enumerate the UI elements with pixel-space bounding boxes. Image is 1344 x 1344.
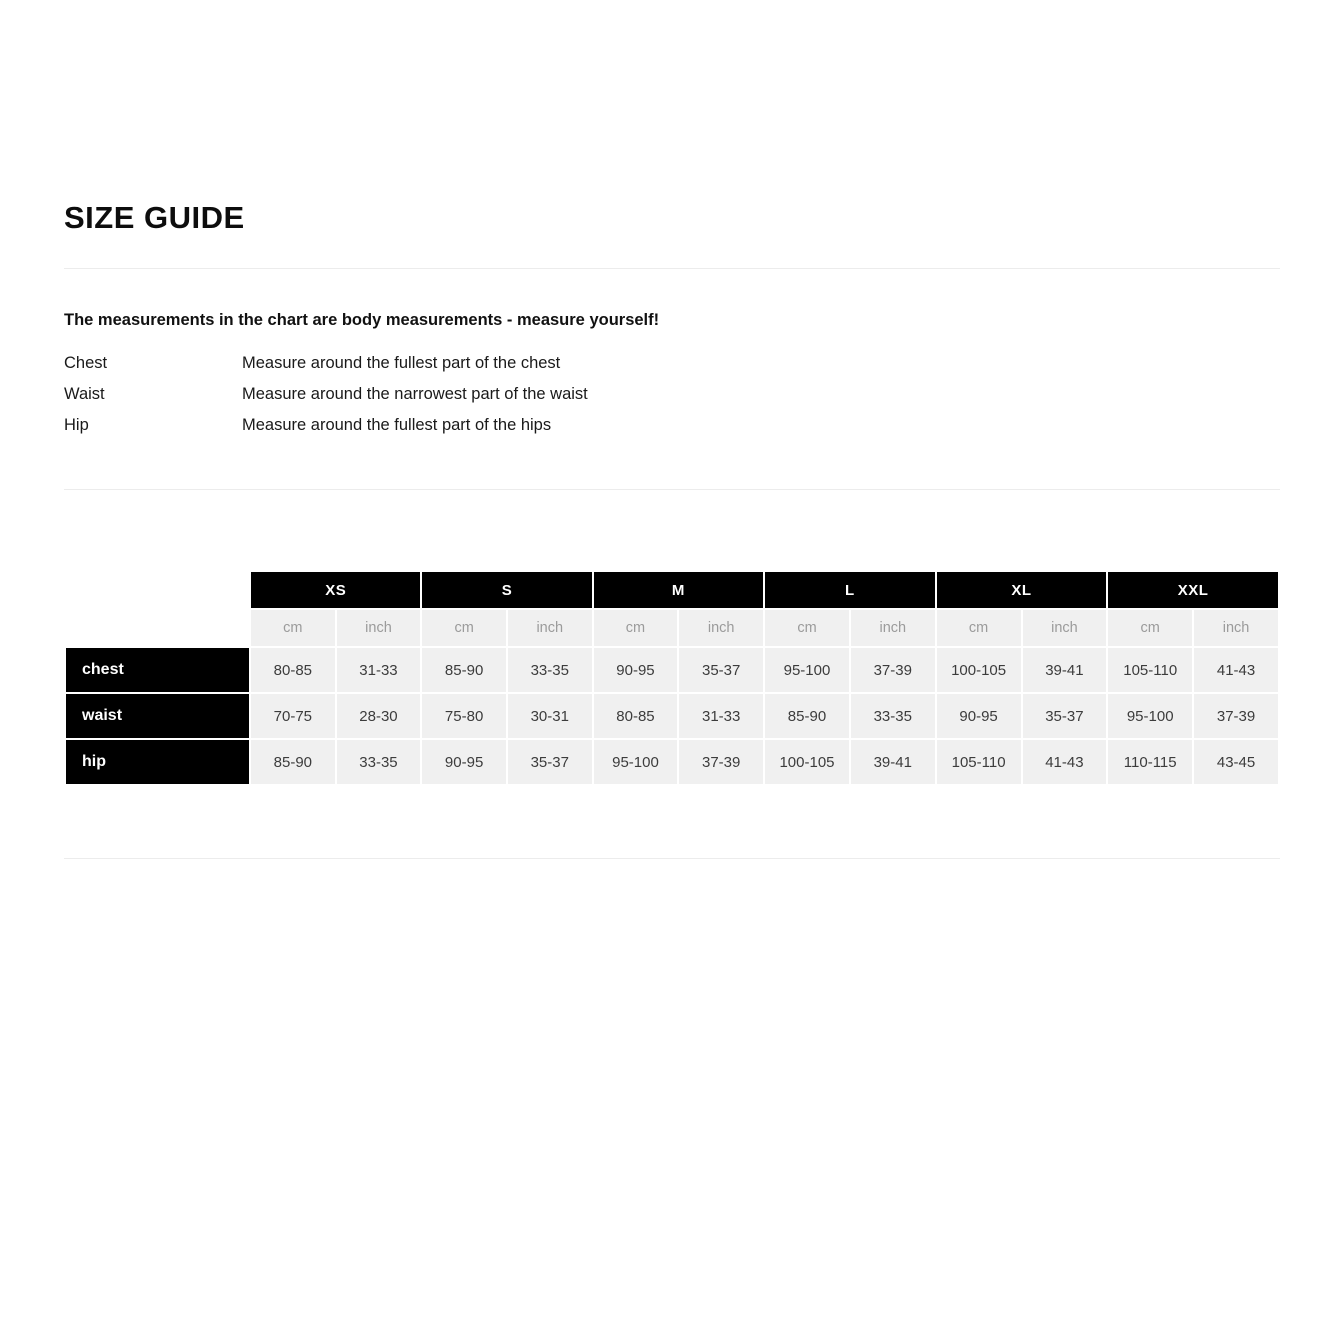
cell-waist-xs-cm: 70-75 bbox=[251, 694, 335, 738]
definition-row bbox=[64, 416, 1280, 435]
cell-hip-l-inch: 39-41 bbox=[851, 740, 935, 784]
cell-hip-m-cm: 95-100 bbox=[594, 740, 678, 784]
cell-hip-xs-cm: 85-90 bbox=[251, 740, 335, 784]
row-label-waist: waist bbox=[66, 694, 249, 738]
size-header-xxl: XXL bbox=[1108, 572, 1278, 608]
size-header-xl: XL bbox=[937, 572, 1107, 608]
unit-xxl-inch: inch bbox=[1194, 610, 1278, 646]
page-title: SIZE GUIDE bbox=[64, 200, 245, 235]
unit-xs-cm: cm bbox=[251, 610, 335, 646]
unit-xl-cm: cm bbox=[937, 610, 1021, 646]
unit-corner bbox=[66, 610, 249, 646]
cell-hip-xxl-cm: 110-115 bbox=[1108, 740, 1192, 784]
row-label-chest: chest bbox=[66, 648, 249, 692]
cell-waist-xs-inch: 28-30 bbox=[337, 694, 421, 738]
cell-chest-s-inch: 33-35 bbox=[508, 648, 592, 692]
cell-chest-xs-inch: 31-33 bbox=[337, 648, 421, 692]
size-header-m: M bbox=[594, 572, 763, 608]
table-row bbox=[66, 648, 1278, 692]
size-table-wrapper bbox=[64, 490, 1280, 786]
size-header-row bbox=[66, 572, 1278, 608]
unit-l-inch: inch bbox=[851, 610, 935, 646]
cell-hip-xxl-inch: 43-45 bbox=[1194, 740, 1278, 784]
cell-chest-xxl-cm: 105-110 bbox=[1108, 648, 1192, 692]
content-area bbox=[64, 200, 1280, 859]
unit-xxl-cm: cm bbox=[1108, 610, 1192, 646]
cell-chest-l-inch: 37-39 bbox=[851, 648, 935, 692]
definition-description: Measure around the fullest part of the chest bbox=[242, 354, 561, 372]
size-table bbox=[64, 570, 1280, 786]
table-corner bbox=[66, 572, 249, 608]
cell-waist-s-cm: 75-80 bbox=[422, 694, 506, 738]
unit-m-cm: cm bbox=[594, 610, 678, 646]
definition-row bbox=[64, 354, 1280, 373]
cell-waist-xxl-cm: 95-100 bbox=[1108, 694, 1192, 738]
cell-chest-xl-inch: 39-41 bbox=[1023, 648, 1107, 692]
cell-hip-xl-cm: 105-110 bbox=[937, 740, 1021, 784]
cell-waist-l-cm: 85-90 bbox=[765, 694, 849, 738]
unit-l-cm: cm bbox=[765, 610, 849, 646]
row-label-hip: hip bbox=[66, 740, 249, 784]
cell-chest-s-cm: 85-90 bbox=[422, 648, 506, 692]
cell-waist-xl-inch: 35-37 bbox=[1023, 694, 1107, 738]
cell-waist-xl-cm: 90-95 bbox=[937, 694, 1021, 738]
cell-hip-xs-inch: 33-35 bbox=[337, 740, 421, 784]
cell-chest-xl-cm: 100-105 bbox=[937, 648, 1021, 692]
unit-header-row bbox=[66, 610, 1278, 646]
size-header-xs: XS bbox=[251, 572, 420, 608]
cell-chest-m-inch: 35-37 bbox=[679, 648, 763, 692]
definition-term: Hip bbox=[64, 416, 89, 434]
intro-section bbox=[64, 269, 1280, 489]
definition-term: Waist bbox=[64, 385, 105, 403]
cell-waist-m-cm: 80-85 bbox=[594, 694, 678, 738]
intro-heading: The measurements in the chart are body measurements - measure yourself! bbox=[64, 311, 660, 329]
cell-hip-s-cm: 90-95 bbox=[422, 740, 506, 784]
cell-waist-xxl-inch: 37-39 bbox=[1194, 694, 1278, 738]
cell-waist-l-inch: 33-35 bbox=[851, 694, 935, 738]
unit-s-inch: inch bbox=[508, 610, 592, 646]
cell-hip-s-inch: 35-37 bbox=[508, 740, 592, 784]
cell-waist-s-inch: 30-31 bbox=[508, 694, 592, 738]
size-header-l: L bbox=[765, 572, 935, 608]
cell-chest-xxl-inch: 41-43 bbox=[1194, 648, 1278, 692]
size-header-s: S bbox=[422, 572, 591, 608]
unit-s-cm: cm bbox=[422, 610, 506, 646]
cell-hip-xl-inch: 41-43 bbox=[1023, 740, 1107, 784]
cell-chest-l-cm: 95-100 bbox=[765, 648, 849, 692]
definition-description: Measure around the narrowest part of the waist bbox=[242, 385, 588, 403]
table-row bbox=[66, 694, 1278, 738]
cell-chest-xs-cm: 80-85 bbox=[251, 648, 335, 692]
divider-bottom bbox=[64, 858, 1280, 859]
table-row bbox=[66, 740, 1278, 784]
definition-term: Chest bbox=[64, 354, 108, 372]
unit-xl-inch: inch bbox=[1023, 610, 1107, 646]
cell-hip-l-cm: 100-105 bbox=[765, 740, 849, 784]
cell-hip-m-inch: 37-39 bbox=[679, 740, 763, 784]
definition-description: Measure around the fullest part of the hips bbox=[242, 416, 552, 434]
cell-waist-m-inch: 31-33 bbox=[679, 694, 763, 738]
cell-chest-m-cm: 90-95 bbox=[594, 648, 678, 692]
unit-m-inch: inch bbox=[679, 610, 763, 646]
definition-row bbox=[64, 385, 1280, 404]
spacer bbox=[64, 447, 1280, 489]
unit-xs-inch: inch bbox=[337, 610, 421, 646]
